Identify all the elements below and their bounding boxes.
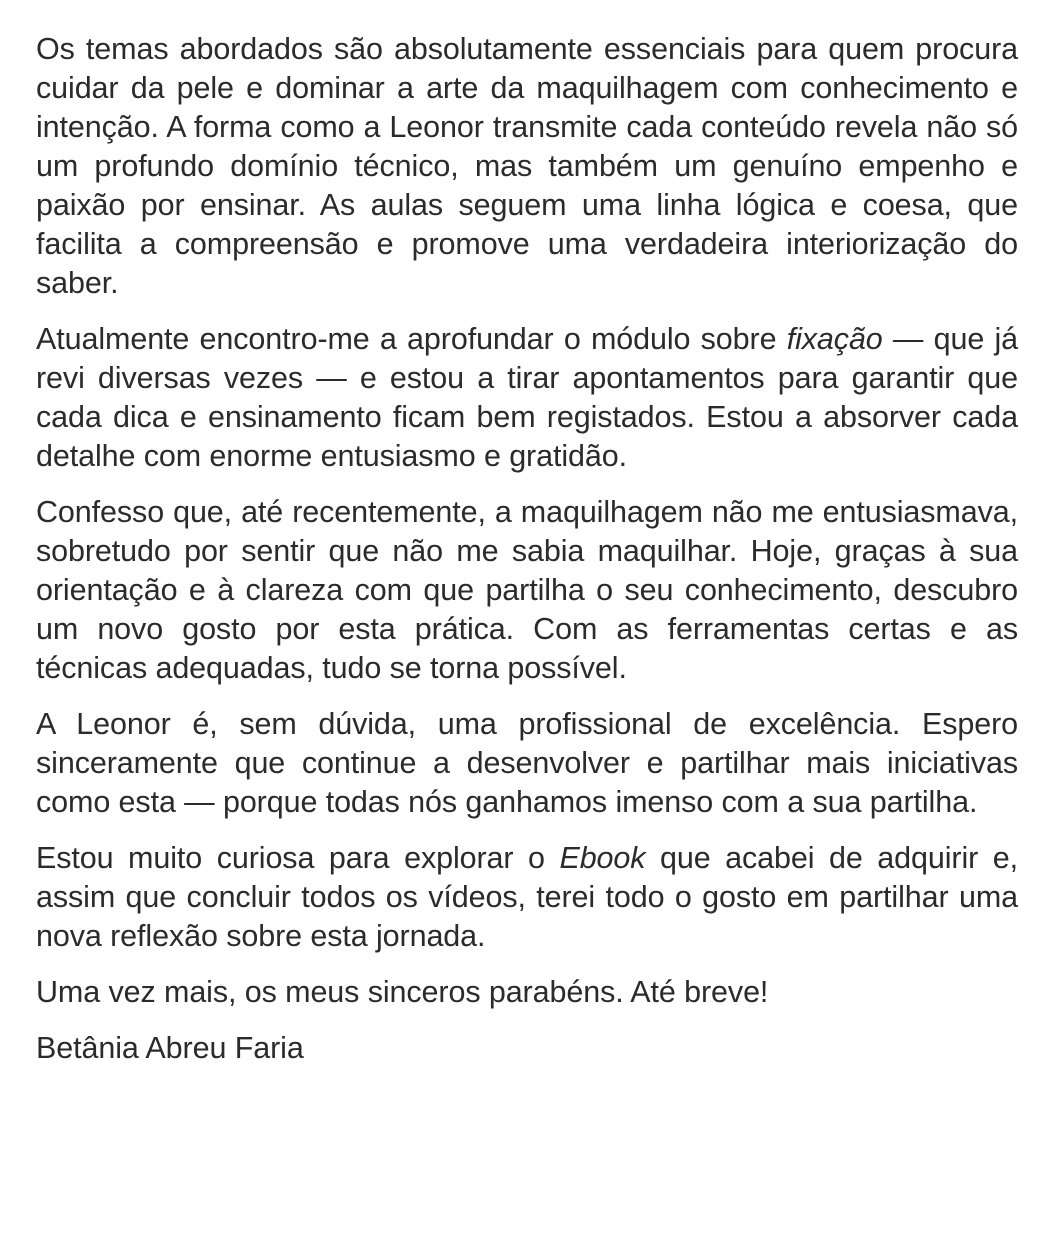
paragraph-1: Os temas abordados são absolutamente essenciais para quem procura cuidar da pele e dominar a arte da maquilhagem com conhecimento e intenção. A forma como a Leonor transmite cada conteúdo revela não só um profundo domínio técnico, mas também um genuíno empenho e paixão por ensinar. As aulas seguem uma linha lógica e coesa, que facilita a compreensão e promove uma verdadeira interiorização do saber. (36, 32, 1018, 300)
paragraph-3: Confesso que, até recentemente, a maquilhagem não me entusiasmava, sobretudo por sentir que não me sabia maquilhar. Hoje, graças à sua orientação e à clareza com que partilha o seu conhecimento, descubro um novo gosto por esta prática. Com as ferramentas certas e as técnicas adequadas, tudo se torna possível. (36, 495, 1018, 685)
closing-line: Uma vez mais, os meus sinceros parabéns. Até breve! (36, 975, 769, 1009)
document-body (36, 30, 1018, 1068)
paragraph-2: Atualmente encontro-me a aprofundar o módulo sobre fixação — que já revi diversas vezes — e estou a tirar apontamentos para garantir que cada dica e ensinamento ficam bem registados. Estou a absorver cada detalhe com enorme entusiasmo e gratidão. (36, 322, 1018, 473)
paragraph-5: Estou muito curiosa para explorar o Ebook que acabei de adquirir e, assim que concluir todos os vídeos, terei todo o gosto em partilhar uma nova reflexão sobre esta jornada. (36, 841, 1018, 953)
emphasis-text: fixação (786, 322, 883, 356)
signature-name: Betânia Abreu Faria (36, 1031, 304, 1065)
paragraph-4: A Leonor é, sem dúvida, uma profissional de excelência. Espero sinceramente que continue a desenvolver e partilhar mais iniciativas como esta — porque todas nós ganhamos imenso com a sua partilha. (36, 707, 1018, 819)
emphasis-text: Ebook (559, 841, 646, 875)
